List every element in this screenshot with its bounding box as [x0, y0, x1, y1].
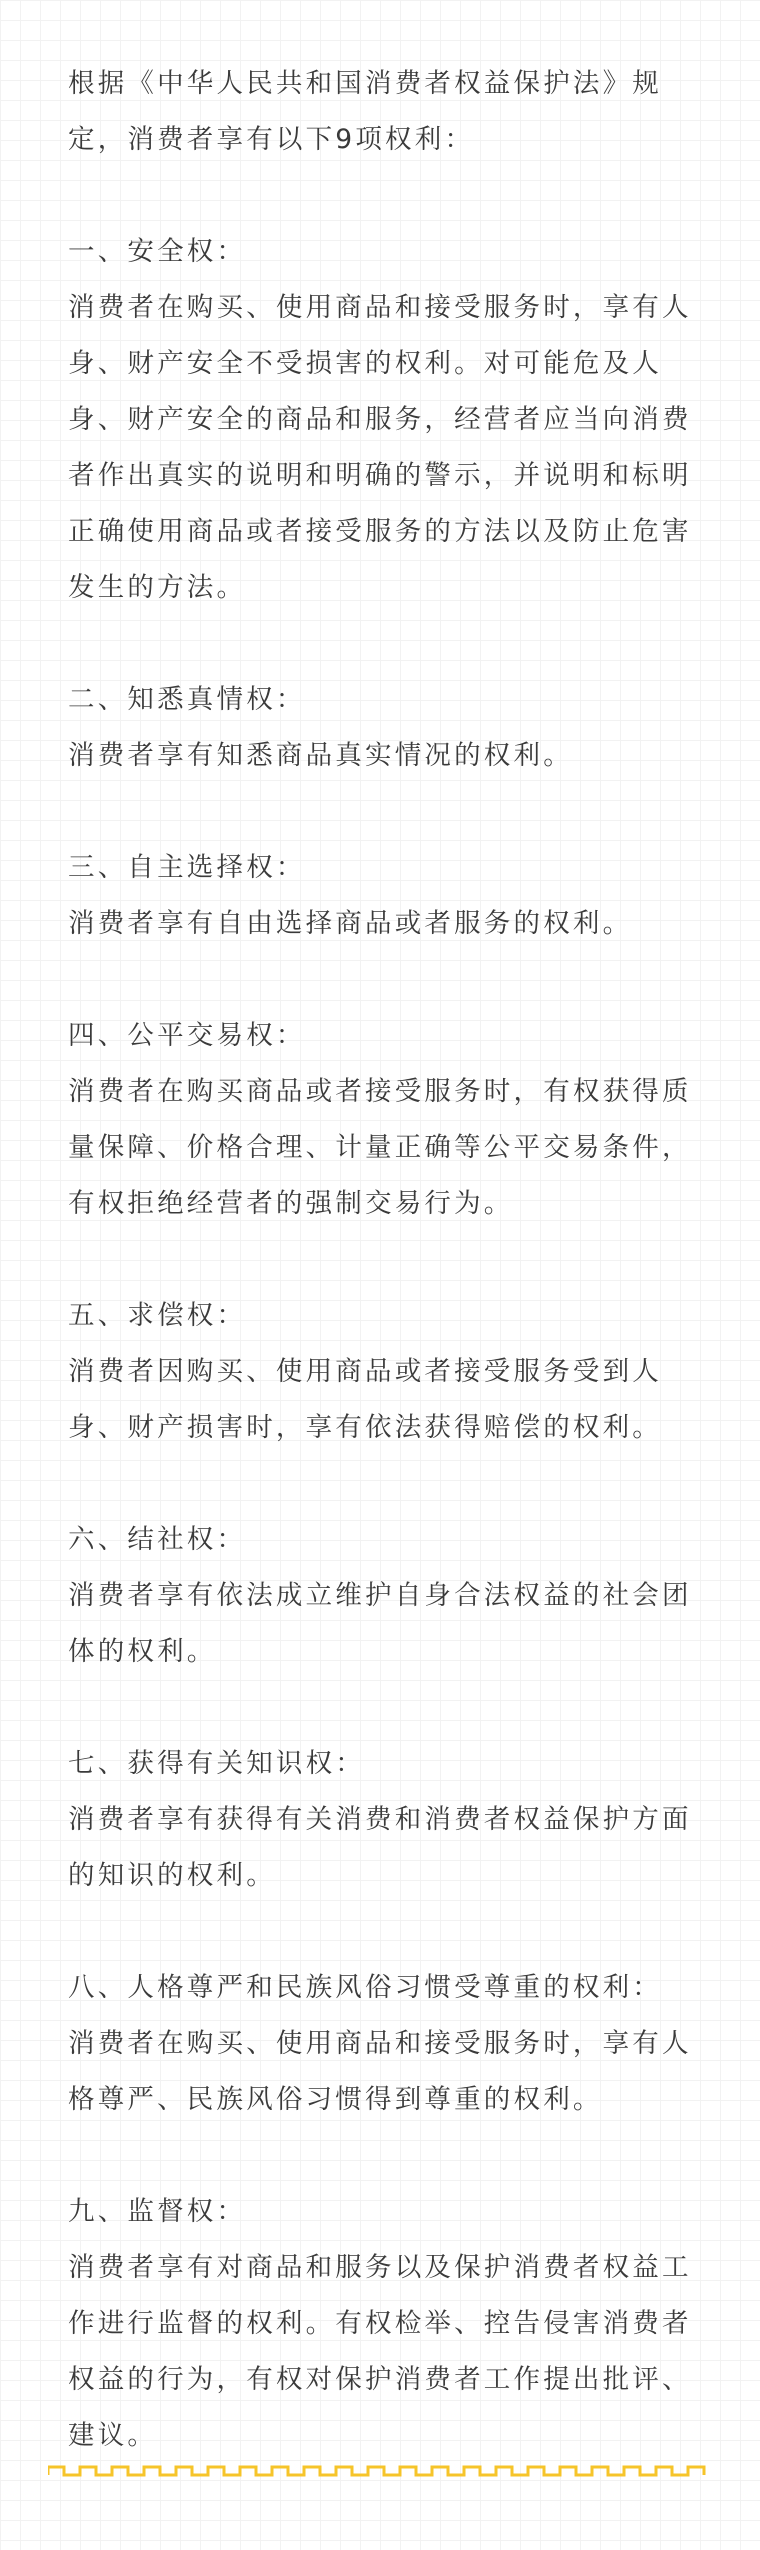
right-description: 消费者享有自由选择商品或者服务的权利。 — [68, 908, 633, 939]
right-heading: 六、结社权： — [68, 1524, 247, 1555]
right-description: 消费者在购买、使用商品和接受服务时，享有人格尊严、民族风俗习惯得到尊重的权利。 — [68, 2028, 692, 2115]
right-description: 消费者在购买商品或者接受服务时，有权获得质量保障、价格合理、计量正确等公平交易条件，有权拒绝经营者的强制交易行为。 — [68, 1076, 692, 1219]
right-description: 消费者在购买、使用商品和接受服务时，享有人身、财产安全不受损害的权利。对可能危及人身、财产安全的商品和服务，经营者应当向消费者作出真实的说明和明确的警示，并说明和标明正确使用商品或者接受服务的方法以及防止危害发生的方法。 — [68, 292, 692, 603]
right-heading: 八、人格尊严和民族风俗习惯受尊重的权利： — [68, 1972, 662, 2003]
article-body — [68, 56, 698, 2464]
right-section-5 — [68, 1288, 698, 1456]
right-heading: 四、公平交易权： — [68, 1020, 306, 1051]
right-description: 消费者享有依法成立维护自身合法权益的社会团体的权利。 — [68, 1580, 692, 1667]
right-heading: 七、获得有关知识权： — [68, 1748, 365, 1779]
right-heading: 三、自主选择权： — [68, 852, 306, 883]
right-section-9 — [68, 2184, 698, 2464]
right-section-7 — [68, 1736, 698, 1904]
right-section-2 — [68, 672, 698, 784]
intro-paragraph: 根据《中华人民共和国消费者权益保护法》规定，消费者享有以下9项权利： — [68, 68, 662, 155]
right-section-4 — [68, 1008, 698, 1232]
right-section-3 — [68, 840, 698, 952]
right-heading: 一、安全权： — [68, 236, 247, 267]
right-section-6 — [68, 1512, 698, 1680]
right-heading: 九、监督权： — [68, 2196, 247, 2227]
right-heading: 二、知悉真情权： — [68, 684, 306, 715]
right-description: 消费者享有知悉商品真实情况的权利。 — [68, 740, 573, 771]
decorative-divider — [48, 2462, 712, 2480]
right-heading: 五、求偿权： — [68, 1300, 247, 1331]
right-description: 消费者享有对商品和服务以及保护消费者权益工作进行监督的权利。有权检举、控告侵害消费者权益的行为，有权对保护消费者工作提出批评、建议。 — [68, 2252, 692, 2451]
right-description: 消费者因购买、使用商品或者接受服务受到人身、财产损害时，享有依法获得赔偿的权利。 — [68, 1356, 662, 1443]
right-section-8 — [68, 1960, 698, 2128]
right-description: 消费者享有获得有关消费和消费者权益保护方面的知识的权利。 — [68, 1804, 692, 1891]
right-section-1 — [68, 224, 698, 616]
